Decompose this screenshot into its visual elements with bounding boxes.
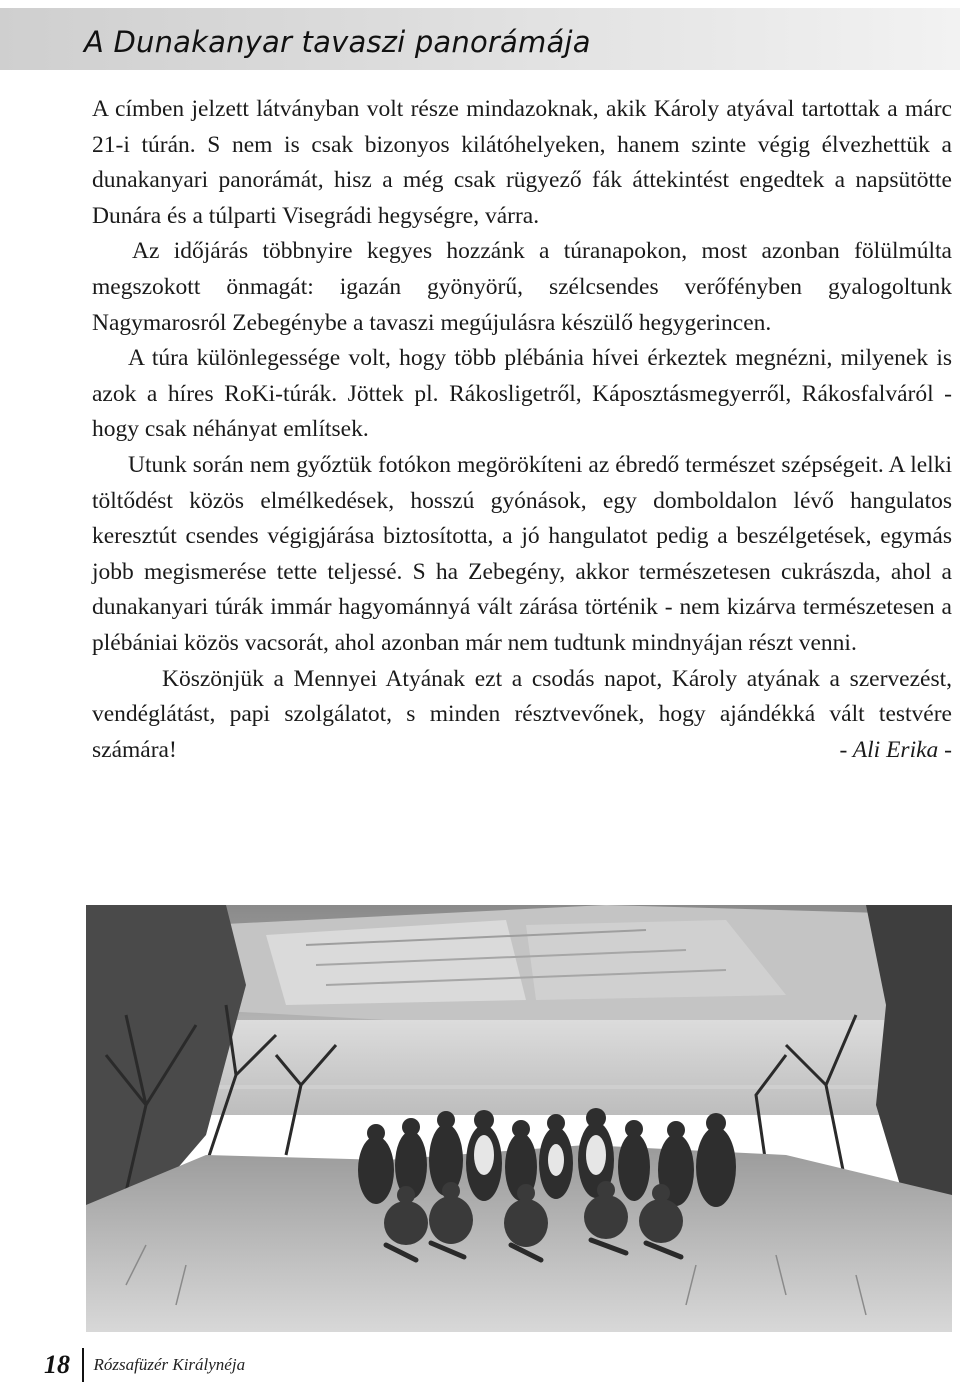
author-signature: - Ali Erika - <box>839 736 952 763</box>
article-body <box>92 92 952 768</box>
photo-group-hikers-danube-icon <box>86 905 952 1332</box>
article-paragraph: A túra különlegessége volt, hogy több plébánia hívei érkeztek megnézni, milyenek is azok a híres RoKi-túrák. Jöttek pl. Rákosligetről, Káposztásmegyerről, Rákosfalváról - hogy csak néhányat említsek. <box>92 345 952 443</box>
article-paragraph-closing <box>92 662 952 769</box>
title-bar <box>0 8 960 70</box>
article-paragraph: Az időjárás többnyire kegyes hozzánk a túranapokon, most azonban fölülmúlta megszokott önmagát: igazán gyönyörű, szélcsendes verőfényben gyalogoltunk Nagymarosról Zebegénybe a tavaszi megújulásra készülő hegygerincen. <box>92 238 952 336</box>
page-footer <box>44 1345 245 1385</box>
page-number: 18 <box>44 1350 70 1379</box>
publication-name: Rózsafüzér Királynéja <box>93 1355 246 1374</box>
closing-text: Köszönjük a Mennyei Atyának ezt a csodás napot, Károly atyának a szervezést, vendéglátást, papi szolgálatot, s minden résztvevőnek, hogy ajándékká vált testvére számára! <box>92 665 952 763</box>
article-title: A Dunakanyar tavaszi panorámája <box>84 25 591 59</box>
article-paragraph: Utunk során nem győztük fotókon megörökíteni az ébredő természet szépségeit. A lelki töltődést közös elmélkedések, hosszú gyónások, egy domboldalon lévő hangulatos keresztút csendes végigjárása biztosította, a jó hangulatot pedig a beszélgetések, egymás jobb megismerése tette teljessé. S ha Zebegény, akkor természetesen cukrászda, ahol a dunakanyari túrák immár hagyománnyá vált zárása történik - nem kizárva természetesen a plébániai közös vacsorát, ahol azonban már nem tudtunk mindnyájan részt venni. <box>92 451 952 656</box>
footer-divider <box>82 1348 84 1382</box>
article-paragraph: A címben jelzett látványban volt része mindazoknak, akik Károly atyával tartottak a márc 21-i túrán. S nem is csak bizonyos kilátóhelyeken, hanem szinte végig élvezhettük a dunakanyari panorámát, hisz a még csak rügyező fák áttekintést engedtek a napsütötte Dunára és a túlparti Visegrádi hegységre, várra. <box>92 96 952 229</box>
group-photo <box>86 905 952 1332</box>
